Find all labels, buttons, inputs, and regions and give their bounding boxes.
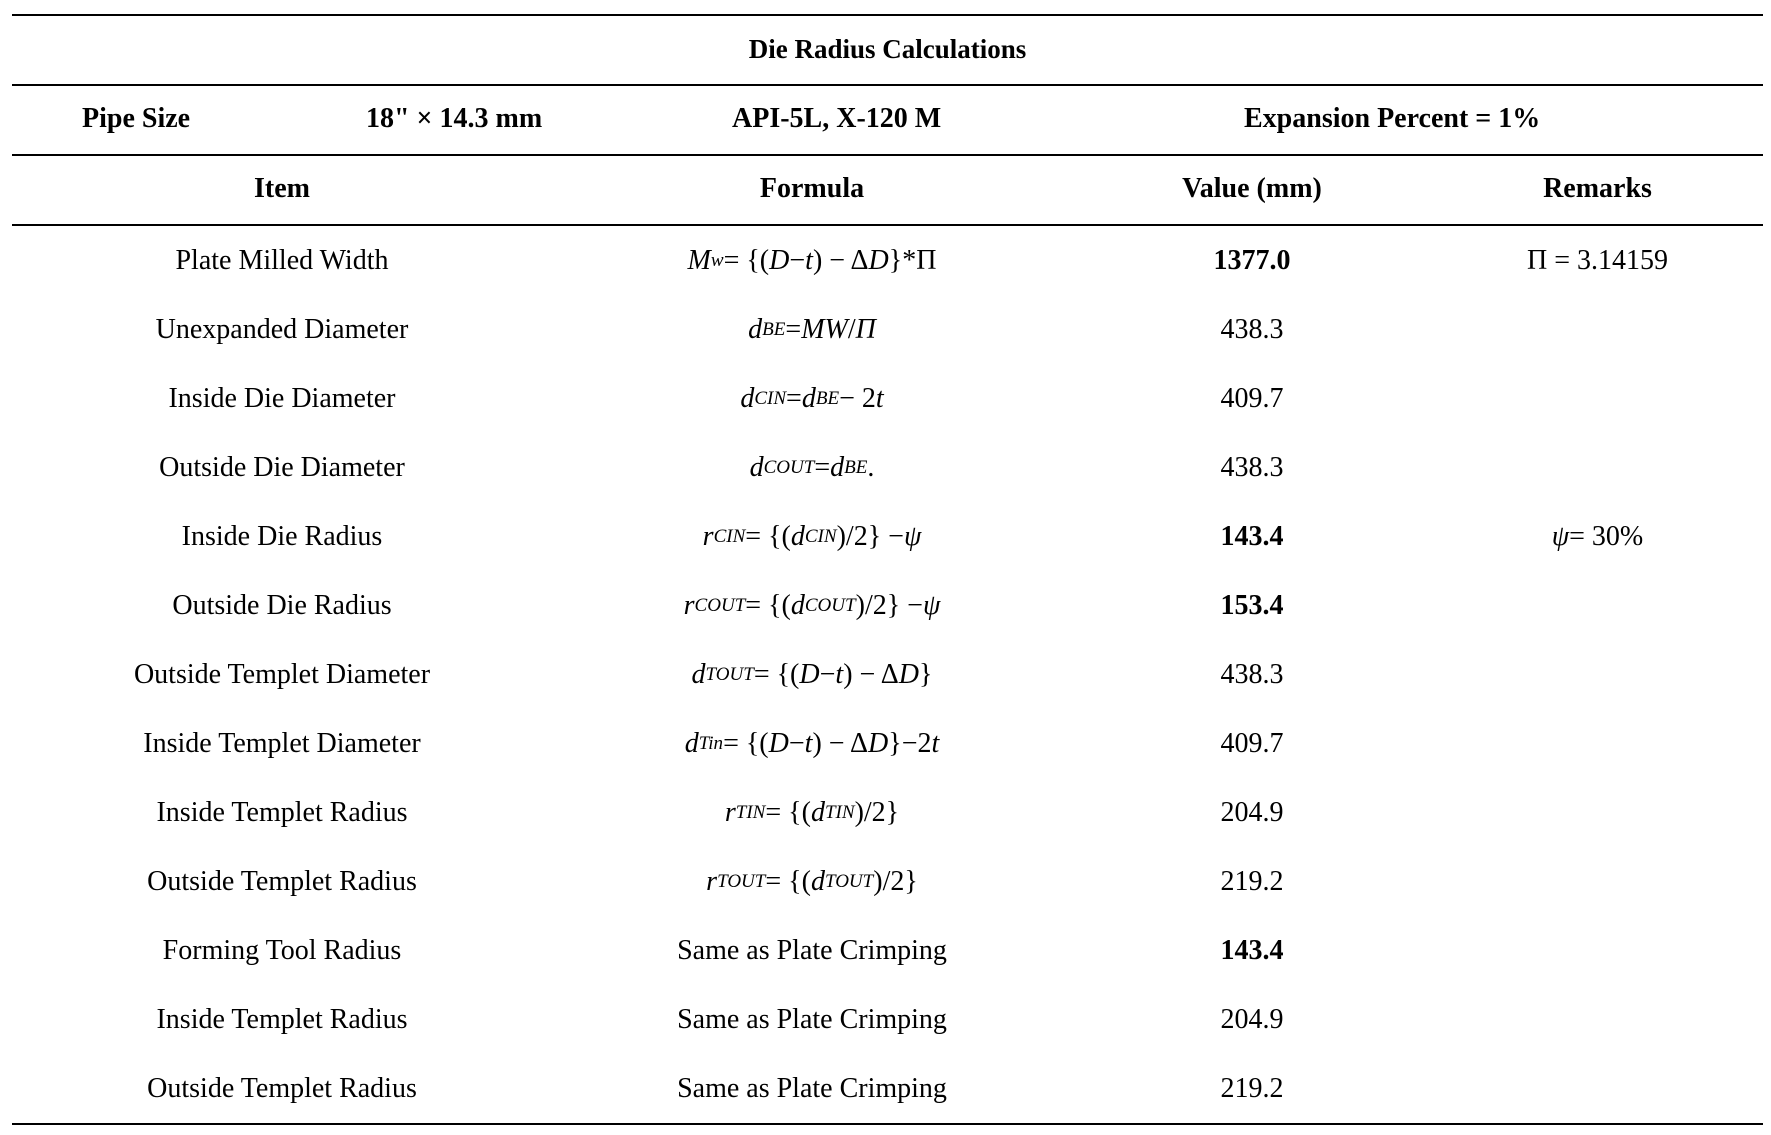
row-remarks xyxy=(1432,571,1763,640)
table-row xyxy=(12,433,1763,502)
row-value: 143.4 xyxy=(1220,520,1284,552)
row-value: 438.3 xyxy=(1220,313,1284,345)
row-formula: r TOUT = {( d TOUT )/2} xyxy=(706,865,918,897)
row-remarks: Π = 3.14159 xyxy=(1526,244,1668,276)
table-row xyxy=(12,502,1763,571)
row-formula: d CIN = d BE − 2 t xyxy=(740,382,884,414)
table-row xyxy=(12,364,1763,433)
row-value: 409.7 xyxy=(1220,727,1284,759)
table-title: Die Radius Calculations xyxy=(748,33,1027,64)
table-row xyxy=(12,295,1763,364)
row-value: 153.4 xyxy=(1220,589,1284,621)
expansion-label: Expansion Percent = 1% xyxy=(1244,103,1541,134)
table-row xyxy=(12,1054,1763,1123)
row-formula: Same as Plate Crimping xyxy=(677,1072,947,1104)
row-remarks xyxy=(1432,847,1763,916)
row-remarks xyxy=(1432,640,1763,709)
table-row xyxy=(12,847,1763,916)
row-item: Outside Templet Diameter xyxy=(133,658,431,690)
row-item: Inside Die Diameter xyxy=(168,382,396,414)
row-item: Inside Templet Radius xyxy=(156,1003,408,1035)
row-item: Inside Die Radius xyxy=(181,520,383,552)
row-remarks xyxy=(1432,709,1763,778)
header-value: Value (mm) xyxy=(1182,173,1322,204)
row-value: 438.3 xyxy=(1220,451,1284,483)
row-item: Inside Templet Diameter xyxy=(143,727,421,759)
row-item: Outside Die Radius xyxy=(172,589,392,621)
table-row xyxy=(12,640,1763,709)
header-remarks: Remarks xyxy=(1543,173,1652,204)
row-value: 219.2 xyxy=(1220,865,1284,897)
row-value: 409.7 xyxy=(1220,382,1284,414)
row-item: Plate Milled Width xyxy=(175,244,389,276)
table-row xyxy=(12,709,1763,778)
row-formula: M w = {( D − t ) − Δ D }*Π xyxy=(687,244,937,276)
row-item: Outside Templet Radius xyxy=(147,865,417,897)
row-value: 219.2 xyxy=(1220,1072,1284,1104)
row-formula: Same as Plate Crimping xyxy=(677,934,947,966)
row-formula: Same as Plate Crimping xyxy=(677,1003,947,1035)
row-value: 204.9 xyxy=(1220,1003,1284,1035)
row-remarks xyxy=(1432,433,1763,502)
row-formula: r CIN = {( d CIN )/2} − ψ xyxy=(702,520,922,552)
row-item: Outside Templet Radius xyxy=(147,1072,417,1104)
row-formula: r COUT = {( d COUT )/2} − ψ xyxy=(683,589,941,621)
row-value: 204.9 xyxy=(1220,796,1284,828)
row-item: Unexpanded Diameter xyxy=(155,313,409,345)
row-remarks: ψ = 30% xyxy=(1551,520,1644,552)
table-row xyxy=(12,571,1763,640)
table-row xyxy=(12,985,1763,1054)
header-formula: Formula xyxy=(759,173,865,204)
row-item: Inside Templet Radius xyxy=(156,796,408,828)
grade-label: API-5L, X-120 M xyxy=(732,103,942,134)
pipe-size-value: 18" × 14.3 mm xyxy=(366,103,543,134)
row-item: Forming Tool Radius xyxy=(162,934,402,966)
row-remarks xyxy=(1432,778,1763,847)
row-remarks xyxy=(1432,985,1763,1054)
table-row xyxy=(12,778,1763,847)
row-formula: d COUT = d BE . xyxy=(749,451,875,483)
table-row xyxy=(12,916,1763,985)
row-formula: d BE = MW / Π xyxy=(748,313,876,345)
row-value: 143.4 xyxy=(1220,934,1284,966)
info-row xyxy=(12,84,1763,154)
row-remarks xyxy=(1432,916,1763,985)
bottom-rule xyxy=(12,1123,1763,1125)
row-item: Outside Die Diameter xyxy=(159,451,405,483)
row-value: 1377.0 xyxy=(1213,244,1291,276)
row-remarks xyxy=(1432,364,1763,433)
header-item: Item xyxy=(254,173,310,204)
row-formula: r TIN = {( d TIN )/2} xyxy=(724,796,900,828)
table-row xyxy=(12,226,1763,295)
row-formula: d TOUT = {( D − t ) − Δ D } xyxy=(691,658,933,690)
table-body xyxy=(12,226,1763,1123)
pipe-size-label: Pipe Size xyxy=(82,103,191,134)
row-formula: d Tin = {( D − t ) − Δ D }−2 t xyxy=(684,727,940,759)
row-value: 438.3 xyxy=(1220,658,1284,690)
header-row xyxy=(12,154,1763,224)
row-remarks xyxy=(1432,295,1763,364)
row-remarks xyxy=(1432,1054,1763,1123)
